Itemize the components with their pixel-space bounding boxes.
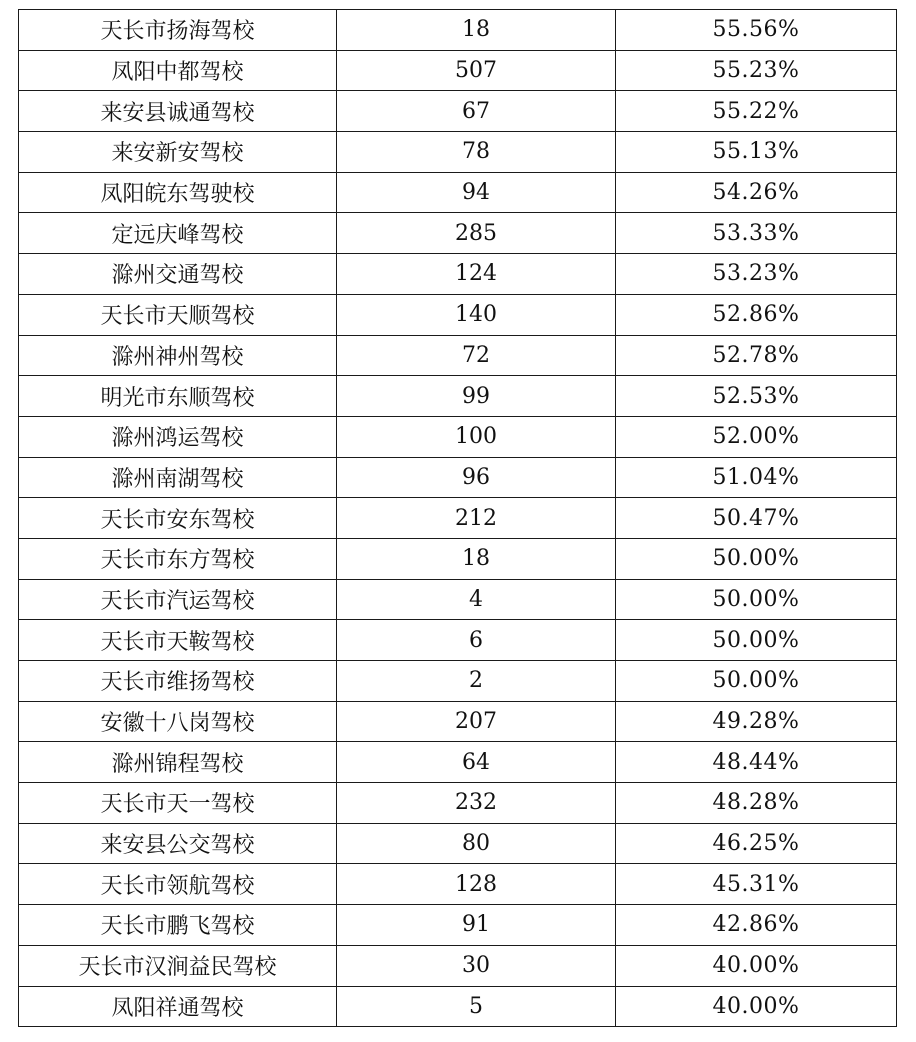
pass-rate-cell: 49.28% xyxy=(616,701,897,742)
table-row xyxy=(19,172,897,213)
school-name-cell: 来安县公交驾校 xyxy=(19,823,337,864)
count-cell: 91 xyxy=(337,905,616,946)
pass-rate-cell: 50.00% xyxy=(616,579,897,620)
school-name-cell: 凤阳祥通驾校 xyxy=(19,986,337,1027)
school-name-cell: 凤阳中都驾校 xyxy=(19,50,337,91)
school-name-cell: 定远庆峰驾校 xyxy=(19,213,337,254)
count-cell: 232 xyxy=(337,783,616,824)
table-row xyxy=(19,661,897,702)
table-row xyxy=(19,457,897,498)
pass-rate-cell: 48.44% xyxy=(616,742,897,783)
pass-rate-cell: 55.56% xyxy=(616,10,897,51)
pass-rate-cell: 42.86% xyxy=(616,905,897,946)
table-row xyxy=(19,905,897,946)
table-row xyxy=(19,335,897,376)
table-row xyxy=(19,91,897,132)
pass-rate-cell: 55.23% xyxy=(616,50,897,91)
school-name-cell: 天长市安东驾校 xyxy=(19,498,337,539)
school-name-cell: 滁州交通驾校 xyxy=(19,254,337,295)
pass-rate-cell: 46.25% xyxy=(616,823,897,864)
count-cell: 80 xyxy=(337,823,616,864)
table-body xyxy=(19,10,897,1027)
pass-rate-cell: 40.00% xyxy=(616,945,897,986)
pass-rate-cell: 48.28% xyxy=(616,783,897,824)
school-name-cell: 滁州锦程驾校 xyxy=(19,742,337,783)
count-cell: 100 xyxy=(337,416,616,457)
pass-rate-cell: 50.47% xyxy=(616,498,897,539)
table-row xyxy=(19,783,897,824)
count-cell: 285 xyxy=(337,213,616,254)
count-cell: 507 xyxy=(337,50,616,91)
pass-rate-cell: 45.31% xyxy=(616,864,897,905)
school-name-cell: 滁州南湖驾校 xyxy=(19,457,337,498)
table-row xyxy=(19,742,897,783)
school-name-cell: 天长市鹏飞驾校 xyxy=(19,905,337,946)
school-name-cell: 来安新安驾校 xyxy=(19,132,337,173)
count-cell: 18 xyxy=(337,538,616,579)
pass-rate-cell: 52.00% xyxy=(616,416,897,457)
count-cell: 30 xyxy=(337,945,616,986)
count-cell: 94 xyxy=(337,172,616,213)
table-row xyxy=(19,864,897,905)
school-name-cell: 天长市东方驾校 xyxy=(19,538,337,579)
count-cell: 4 xyxy=(337,579,616,620)
table-row xyxy=(19,132,897,173)
table-row xyxy=(19,376,897,417)
pass-rate-cell: 55.22% xyxy=(616,91,897,132)
school-name-cell: 天长市维扬驾校 xyxy=(19,661,337,702)
table-row xyxy=(19,823,897,864)
pass-rate-cell: 52.86% xyxy=(616,294,897,335)
count-cell: 128 xyxy=(337,864,616,905)
school-name-cell: 安徽十八岗驾校 xyxy=(19,701,337,742)
count-cell: 96 xyxy=(337,457,616,498)
school-name-cell: 滁州神州驾校 xyxy=(19,335,337,376)
pass-rate-cell: 53.23% xyxy=(616,254,897,295)
school-name-cell: 天长市扬海驾校 xyxy=(19,10,337,51)
school-name-cell: 滁州鸿运驾校 xyxy=(19,416,337,457)
table-row xyxy=(19,294,897,335)
table-row xyxy=(19,498,897,539)
school-name-cell: 天长市天鞍驾校 xyxy=(19,620,337,661)
count-cell: 67 xyxy=(337,91,616,132)
pass-rate-cell: 52.53% xyxy=(616,376,897,417)
school-name-cell: 天长市天顺驾校 xyxy=(19,294,337,335)
table-row xyxy=(19,579,897,620)
school-name-cell: 凤阳皖东驾驶校 xyxy=(19,172,337,213)
table-row xyxy=(19,986,897,1027)
count-cell: 2 xyxy=(337,661,616,702)
school-name-cell: 明光市东顺驾校 xyxy=(19,376,337,417)
count-cell: 5 xyxy=(337,986,616,1027)
school-name-cell: 天长市汽运驾校 xyxy=(19,579,337,620)
pass-rate-cell: 55.13% xyxy=(616,132,897,173)
driving-school-table xyxy=(18,9,897,1027)
count-cell: 6 xyxy=(337,620,616,661)
table-row xyxy=(19,945,897,986)
pass-rate-cell: 50.00% xyxy=(616,538,897,579)
table-row xyxy=(19,50,897,91)
count-cell: 64 xyxy=(337,742,616,783)
count-cell: 72 xyxy=(337,335,616,376)
count-cell: 99 xyxy=(337,376,616,417)
table-row xyxy=(19,254,897,295)
table-row xyxy=(19,10,897,51)
table-row xyxy=(19,701,897,742)
school-name-cell: 来安县诚通驾校 xyxy=(19,91,337,132)
count-cell: 212 xyxy=(337,498,616,539)
count-cell: 18 xyxy=(337,10,616,51)
count-cell: 207 xyxy=(337,701,616,742)
table-row xyxy=(19,416,897,457)
school-name-cell: 天长市汉涧益民驾校 xyxy=(19,945,337,986)
pass-rate-cell: 50.00% xyxy=(616,661,897,702)
table-row xyxy=(19,213,897,254)
table-row xyxy=(19,538,897,579)
pass-rate-cell: 50.00% xyxy=(616,620,897,661)
pass-rate-cell: 51.04% xyxy=(616,457,897,498)
table-row xyxy=(19,620,897,661)
school-name-cell: 天长市天一驾校 xyxy=(19,783,337,824)
pass-rate-cell: 54.26% xyxy=(616,172,897,213)
count-cell: 124 xyxy=(337,254,616,295)
pass-rate-cell: 40.00% xyxy=(616,986,897,1027)
count-cell: 78 xyxy=(337,132,616,173)
count-cell: 140 xyxy=(337,294,616,335)
pass-rate-cell: 52.78% xyxy=(616,335,897,376)
school-name-cell: 天长市领航驾校 xyxy=(19,864,337,905)
pass-rate-cell: 53.33% xyxy=(616,213,897,254)
